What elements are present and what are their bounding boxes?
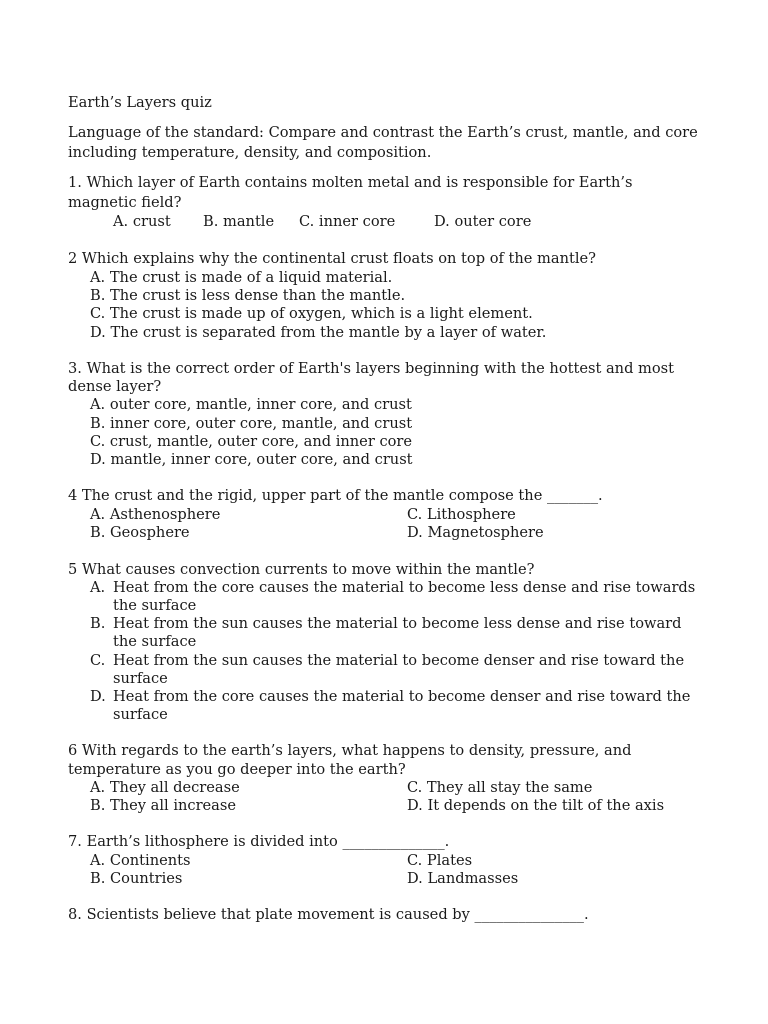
q1-choice-a: A. crust — [113, 213, 171, 230]
q1-choice-b: B. mantle — [203, 213, 275, 230]
q1-choice-d: D. outer core — [434, 213, 532, 230]
q5-choice-c-cont: surface — [113, 670, 168, 687]
standard-line-1: Language of the standard: Compare and contrast the Earth’s crust, mantle, and core — [68, 124, 698, 141]
q4-choice-a: A. Asthenosphere — [90, 506, 221, 523]
standard-line-2: including temperature, density, and composition. — [68, 144, 432, 161]
q4-choice-c: C. Lithosphere — [407, 506, 516, 523]
q3-choice-b: B. inner core, outer core, mantle, and crust — [90, 415, 413, 432]
q7-choice-c: C. Plates — [407, 852, 473, 869]
q2-choice-a: A. The crust is made of a liquid material. — [90, 269, 393, 286]
q5-choice-a-cont: the surface — [113, 597, 197, 614]
q4-choice-b: B. Geosphere — [90, 524, 190, 541]
q5-choice-b — [90, 615, 682, 633]
q7-choice-d: D. Landmasses — [407, 870, 519, 887]
q6-choice-d: D. It depends on the tilt of the axis — [407, 797, 665, 814]
question-7: 7. Earth’s lithosphere is divided into ______________. — [68, 833, 450, 850]
q6-choice-c: C. They all stay the same — [407, 779, 593, 796]
question-3-line-2: dense layer? — [68, 378, 162, 395]
q5-choice-c-label: C. — [90, 652, 106, 669]
q5-choice-a-text: Heat from the core causes the material to become less dense and rise towards — [113, 579, 696, 596]
q3-choice-c: C. crust, mantle, outer core, and inner core — [90, 433, 413, 450]
question-8: 8. Scientists believe that plate movement is caused by _______________. — [68, 906, 589, 923]
question-3-line-1: 3. What is the correct order of Earth's layers beginning with the hottest and most — [68, 360, 675, 377]
question-6-line-1: 6 With regards to the earth’s layers, what happens to density, pressure, and — [68, 742, 632, 759]
q5-choice-b-label: B. — [90, 615, 106, 632]
question-4: 4 The crust and the rigid, upper part of the mantle compose the _______. — [68, 487, 603, 504]
q5-choice-a — [90, 579, 695, 597]
q1-choice-c: C. inner core — [299, 213, 396, 230]
q2-choice-c: C. The crust is made up of oxygen, which is a light element. — [90, 305, 533, 322]
question-1-line-1: 1. Which layer of Earth contains molten metal and is responsible for Earth’s — [68, 174, 633, 191]
q5-choice-b-cont: the surface — [113, 633, 197, 650]
q6-choice-b: B. They all increase — [90, 797, 237, 814]
question-1-line-2: magnetic field? — [68, 194, 182, 211]
q5-choice-a-label: A. — [90, 579, 106, 596]
q5-choice-b-text: Heat from the sun causes the material to become less dense and rise toward — [113, 615, 682, 632]
q5-choice-d-cont: surface — [113, 706, 168, 723]
q4-choice-d: D. Magnetosphere — [407, 524, 544, 541]
q7-choice-a: A. Continents — [90, 852, 191, 869]
q5-choice-d-label: D. — [90, 688, 106, 705]
q5-choice-d-text: Heat from the core causes the material to become denser and rise toward the — [113, 688, 691, 705]
q3-choice-d: D. mantle, inner core, outer core, and crust — [90, 451, 413, 468]
q7-choice-b: B. Countries — [90, 870, 183, 887]
q5-choice-c — [90, 652, 684, 670]
q2-choice-b: B. The crust is less dense than the mantle. — [90, 287, 406, 304]
q5-choice-c-text: Heat from the sun causes the material to become denser and rise toward the — [113, 652, 685, 669]
q5-choice-d — [90, 688, 690, 706]
quiz-title: Earth’s Layers quiz — [68, 94, 212, 111]
question-5: 5 What causes convection currents to move within the mantle? — [68, 561, 535, 578]
q6-choice-a: A. They all decrease — [90, 779, 240, 796]
q2-choice-d: D. The crust is separated from the mantle by a layer of water. — [90, 324, 547, 341]
question-6-line-2: temperature as you go deeper into the earth? — [68, 761, 406, 778]
q3-choice-a: A. outer core, mantle, inner core, and crust — [90, 396, 412, 413]
question-2: 2 Which explains why the continental crust floats on top of the mantle? — [68, 250, 596, 267]
